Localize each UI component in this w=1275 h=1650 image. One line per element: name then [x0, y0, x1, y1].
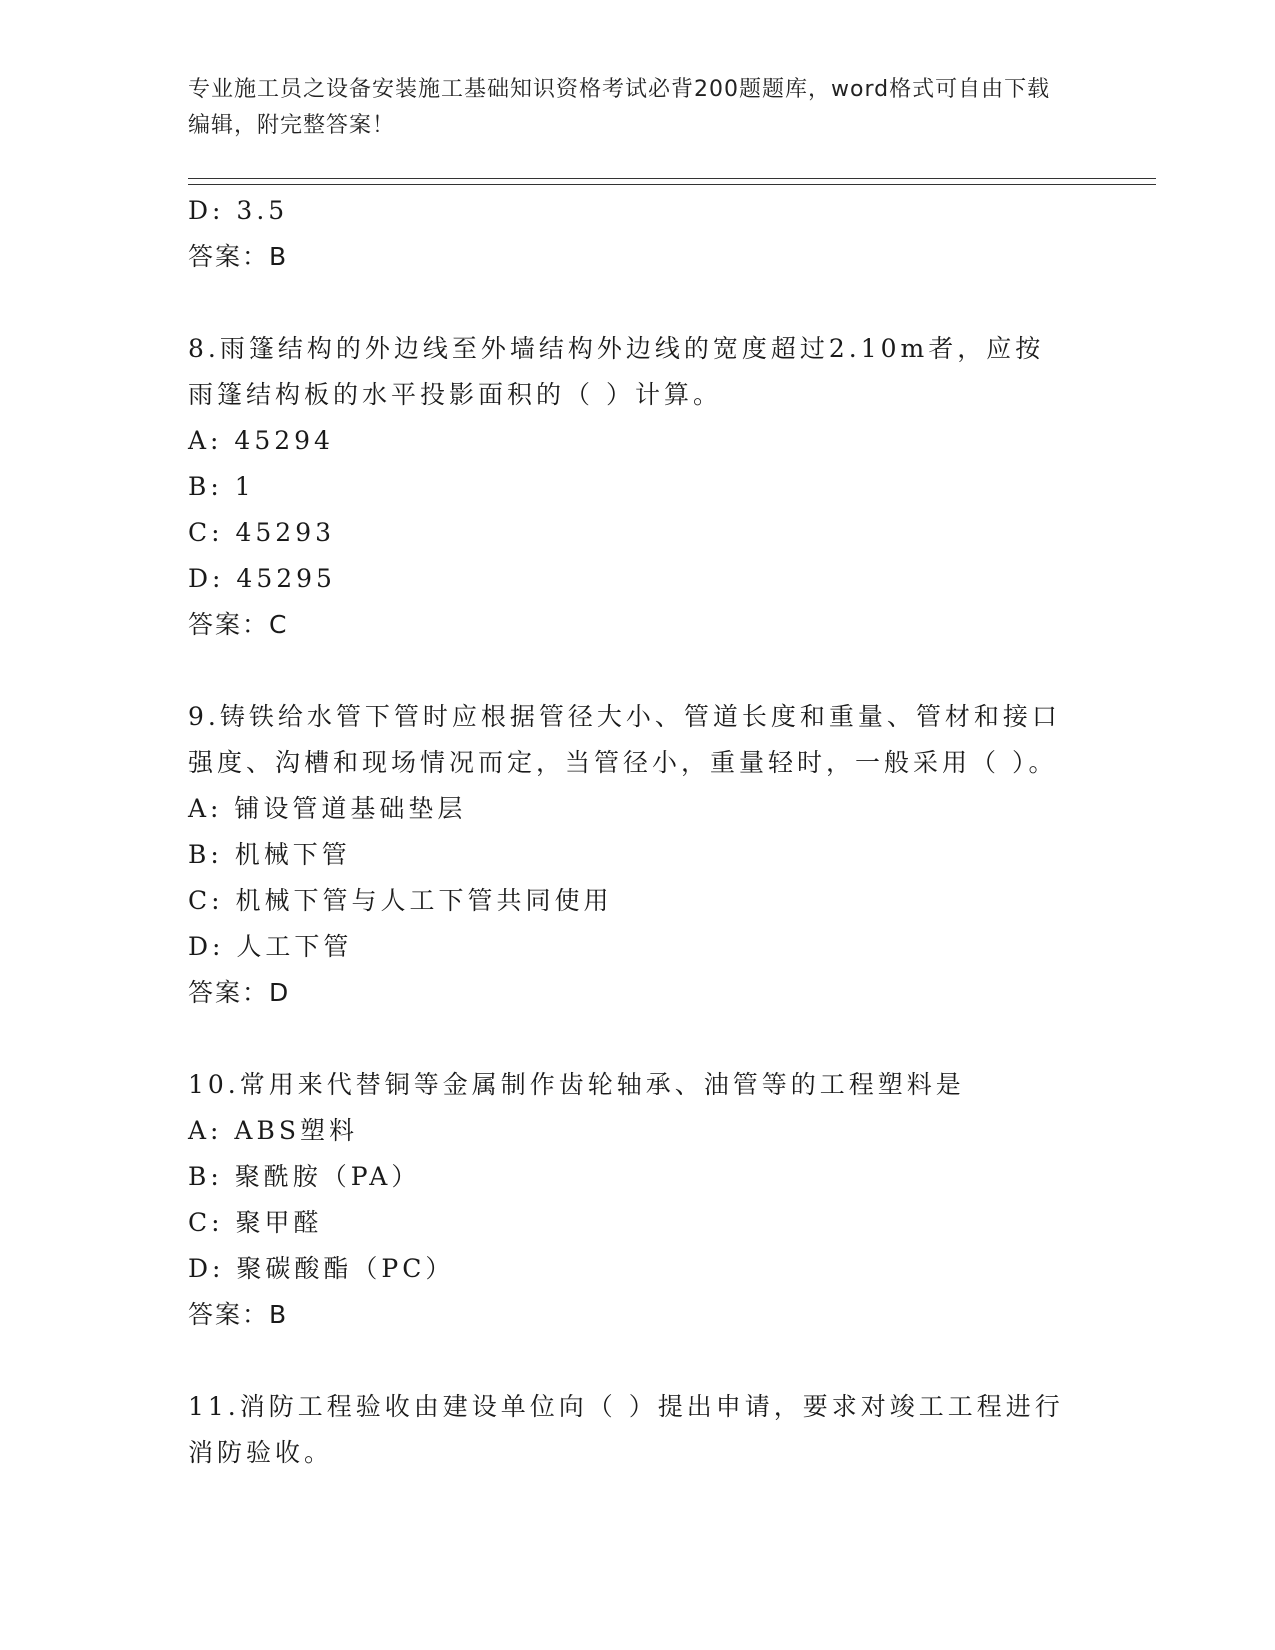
question-text: 10.常用来代替铜等金属制作齿轮轴承、油管等的工程塑料是	[188, 1070, 965, 1099]
header-divider	[188, 178, 1156, 185]
option-a: A: 铺设管道基础垫层	[188, 794, 467, 823]
spacer	[188, 648, 1088, 694]
option-b: B: 机械下管	[188, 840, 351, 869]
spacer	[188, 1016, 1088, 1062]
option-b: B: 聚酰胺（PA）	[188, 1162, 421, 1191]
answer: 答案：B	[188, 242, 289, 271]
question-text: 11.消防工程验收由建设单位向（ ）提出申请，要求对竣工工程进行消防验收。	[188, 1392, 1064, 1467]
option-b: B: 1	[188, 472, 255, 501]
option-a: A: ABS塑料	[188, 1116, 358, 1145]
answer: 答案：B	[188, 1300, 289, 1329]
question-11	[188, 1384, 1088, 1476]
option-c: C: 45293	[188, 518, 336, 547]
option-d: D: 3.5	[188, 196, 289, 225]
option-c: C: 聚甲醛	[188, 1208, 323, 1237]
question-text: 8.雨篷结构的外边线至外墙结构外边线的宽度超过2.10m者，应按雨篷结构板的水平投影面积的（ ）计算。	[188, 334, 1045, 409]
answer: 答案：C	[188, 610, 289, 639]
previous-question-tail	[188, 188, 1088, 280]
option-d: D: 人工下管	[188, 932, 353, 961]
option-c: C: 机械下管与人工下管共同使用	[188, 886, 613, 915]
question-9	[188, 694, 1088, 1016]
question-list	[188, 188, 1088, 1476]
option-d: D: 45295	[188, 564, 336, 593]
spacer	[188, 1338, 1088, 1384]
spacer	[188, 280, 1088, 326]
answer: 答案：D	[188, 978, 291, 1007]
option-d: D: 聚碳酸酯（PC）	[188, 1254, 455, 1283]
question-10	[188, 1062, 1088, 1338]
option-a: A: 45294	[188, 426, 334, 455]
page-header: 专业施工员之设备安装施工基础知识资格考试必背200题题库，word格式可自由下载编辑，附完整答案！	[188, 77, 1051, 138]
question-text: 9.铸铁给水管下管时应根据管径大小、管道长度和重量、管材和接口强度、沟槽和现场情况而定，当管径小，重量轻时，一般采用（ ）。	[188, 702, 1061, 777]
question-8	[188, 326, 1088, 648]
